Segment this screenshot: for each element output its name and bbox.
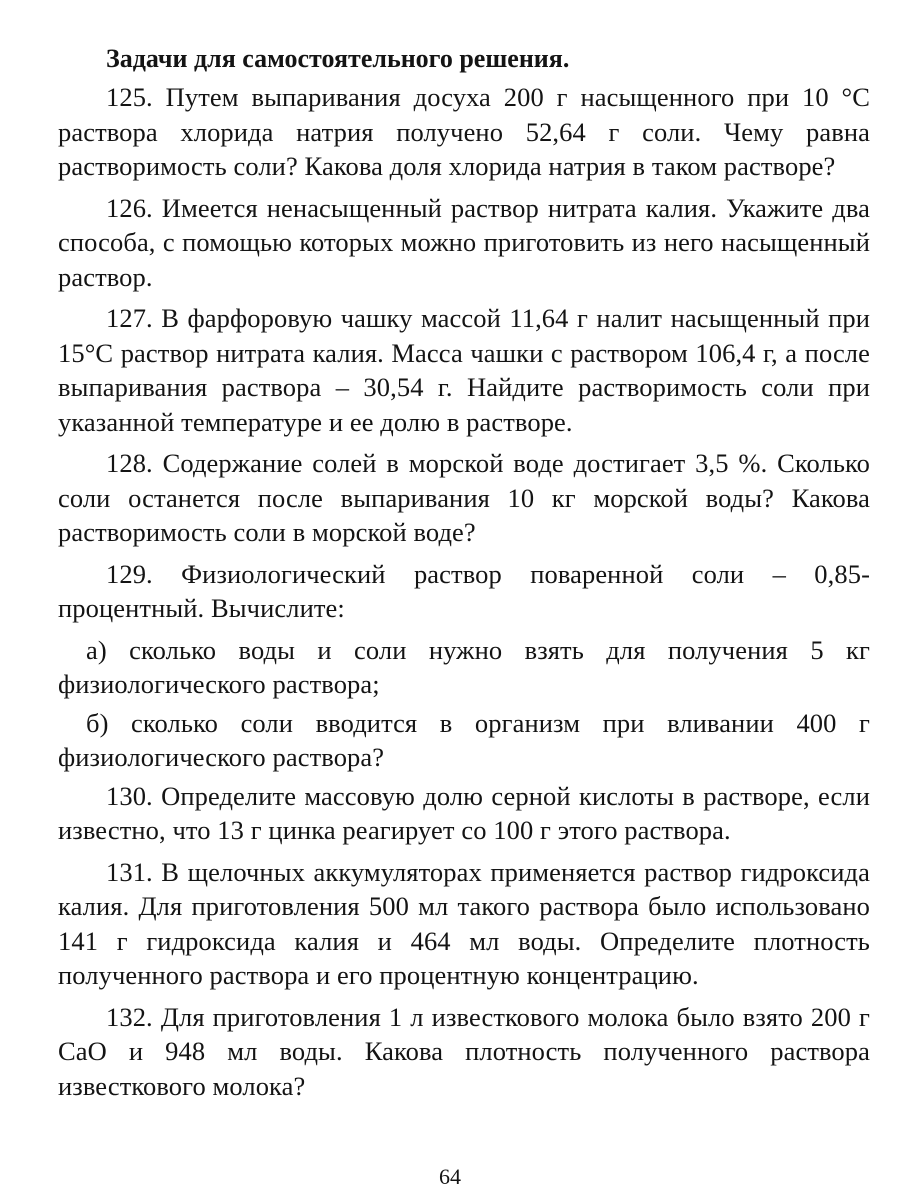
problem-126: 126. Имеется ненасыщенный раствор нитрата калия. Укажите два способа, с помощью которых можно приготовить из него насыщенный раствор. <box>58 192 870 292</box>
problem-127: 127. В фарфоровую чашку массой 11,64 г налит насыщенный при 15°С раствор нитрата калия. Масса чашки с раствором 106,4 г, а после выпаривания раствора – 30,54 г. Найдите растворимость соли при указанной температуре и ее долю в растворе. <box>58 303 870 437</box>
page-number: 64 <box>439 1164 461 1189</box>
problem-131: 131. В щелочных аккумуляторах применяется раствор гидроксида калия. Для приготовления 500 мл такого раствора было использовано 141 г гидроксида калия и 464 мл воды. Определите плотность полученного раствора и его процентную концентрацию. <box>58 856 870 990</box>
page-content <box>58 40 870 1160</box>
problem-128: 128. Содержание солей в морской воде достигает 3,5 %. Сколько соли останется после выпаривания 10 кг морской воды? Какова растворимость соли в морской воде? <box>58 448 870 547</box>
problem-129-part-a: а) сколько воды и соли нужно взять для получения 5 кг физиологического раствора; <box>58 634 870 699</box>
problem-130: 130. Определите массовую долю серной кислоты в растворе, если известно, что 13 г цинка реагирует со 100 г этого раствора. <box>58 780 870 845</box>
problem-129-part-b: б) сколько соли вводится в организм при вливании 400 г физиологического раствора? <box>58 707 870 772</box>
problem-129: 129. Физиологический раствор поваренной соли – 0,85-процентный. Вычислите: <box>58 558 870 623</box>
section-heading: Задачи для самостоятельного решения. <box>106 44 570 73</box>
problem-125: 125. Путем выпаривания досуха 200 г насыщенного при 10 °С раствора хлорида натрия получено 52,64 г соли. Чему равна растворимость соли? Какова доля хлорида натрия в таком растворе? <box>58 82 870 181</box>
problem-132: 132. Для приготовления 1 л известкового молока было взято 200 г СаО и 948 мл воды. Какова плотность полученного раствора известкового молока? <box>58 1001 870 1101</box>
